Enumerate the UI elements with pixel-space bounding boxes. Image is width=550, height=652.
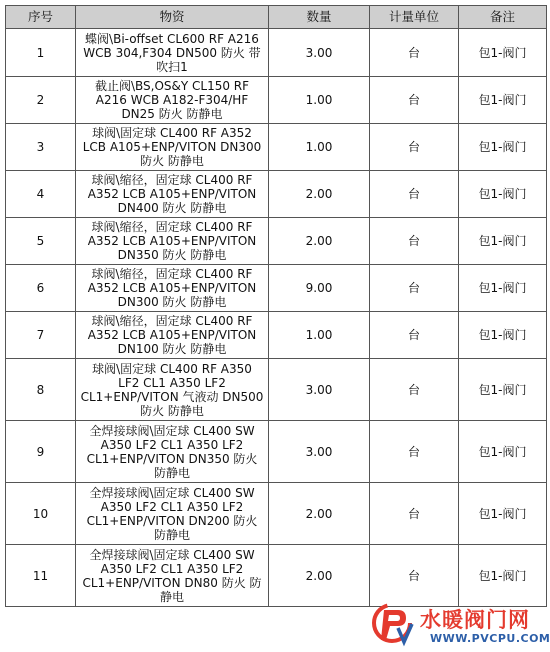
table-row xyxy=(6,171,547,218)
row-serial-no: 5 xyxy=(6,218,76,265)
row-material: 球阀\缩径，固定球 CL400 RF A352 LCB A105+ENP/VITON DN400 防火 防静电 xyxy=(76,171,269,218)
pv-logo-icon xyxy=(368,598,418,648)
table-row xyxy=(6,77,547,124)
row-material: 截止阀\BS,OS&Y CL150 RF A216 WCB A182-F304/HF DN25 防火 防静电 xyxy=(76,77,269,124)
row-note: 包1-阀门 xyxy=(459,265,547,312)
row-material: 全焊接球阀\固定球 CL400 SW A350 LF2 CL1 A350 LF2 CL1+ENP/VITON DN200 防火 防静电 xyxy=(76,483,269,545)
row-material: 蝶阀\Bi-offset CL600 RF A216 WCB 304,F304 DN500 防火 带吹扫1 xyxy=(76,29,269,77)
row-note: 包1-阀门 xyxy=(459,29,547,77)
row-quantity: 1.00 xyxy=(269,77,370,124)
header-material: 物资 xyxy=(76,6,269,29)
row-note: 包1-阀门 xyxy=(459,77,547,124)
row-quantity: 3.00 xyxy=(269,29,370,77)
row-serial-no: 10 xyxy=(6,483,76,545)
materials-table xyxy=(5,5,547,607)
site-watermark xyxy=(368,598,550,650)
header-serial-no: 序号 xyxy=(6,6,76,29)
row-quantity: 9.00 xyxy=(269,265,370,312)
row-quantity: 3.00 xyxy=(269,359,370,421)
table-row xyxy=(6,29,547,77)
row-note: 包1-阀门 xyxy=(459,359,547,421)
row-quantity: 1.00 xyxy=(269,124,370,171)
table-row xyxy=(6,312,547,359)
row-serial-no: 9 xyxy=(6,421,76,483)
row-material: 全焊接球阀\固定球 CL400 SW A350 LF2 CL1 A350 LF2 CL1+ENP/VITON DN350 防火 防静电 xyxy=(76,421,269,483)
row-serial-no: 1 xyxy=(6,29,76,77)
row-unit: 台 xyxy=(370,124,459,171)
row-serial-no: 11 xyxy=(6,545,76,607)
row-serial-no: 8 xyxy=(6,359,76,421)
row-quantity: 1.00 xyxy=(269,312,370,359)
table-row xyxy=(6,421,547,483)
table-row xyxy=(6,359,547,421)
row-unit: 台 xyxy=(370,29,459,77)
table-row xyxy=(6,218,547,265)
row-unit: 台 xyxy=(370,218,459,265)
row-unit: 台 xyxy=(370,421,459,483)
table-row xyxy=(6,265,547,312)
row-unit: 台 xyxy=(370,265,459,312)
row-material: 球阀\缩径，固定球 CL400 RF A352 LCB A105+ENP/VITON DN350 防火 防静电 xyxy=(76,218,269,265)
row-unit: 台 xyxy=(370,77,459,124)
table-row xyxy=(6,483,547,545)
row-note: 包1-阀门 xyxy=(459,483,547,545)
row-serial-no: 3 xyxy=(6,124,76,171)
row-material: 球阀\固定球 CL400 RF A350 LF2 CL1 A350 LF2 CL1+ENP/VITON 气液动 DN500 防火 防静电 xyxy=(76,359,269,421)
row-material: 全焊接球阀\固定球 CL400 SW A350 LF2 CL1 A350 LF2 CL1+ENP/VITON DN80 防火 防静电 xyxy=(76,545,269,607)
row-quantity: 3.00 xyxy=(269,421,370,483)
row-quantity: 2.00 xyxy=(269,545,370,607)
row-serial-no: 6 xyxy=(6,265,76,312)
header-quantity: 数量 xyxy=(269,6,370,29)
header-note: 备注 xyxy=(459,6,547,29)
row-serial-no: 4 xyxy=(6,171,76,218)
watermark-title: 水暖阀门网 xyxy=(420,608,530,632)
row-unit: 台 xyxy=(370,359,459,421)
row-note: 包1-阀门 xyxy=(459,171,547,218)
row-note: 包1-阀门 xyxy=(459,421,547,483)
watermark-url: WWW.PVCPU.COM xyxy=(430,632,550,645)
row-quantity: 2.00 xyxy=(269,218,370,265)
row-note: 包1-阀门 xyxy=(459,218,547,265)
row-unit: 台 xyxy=(370,483,459,545)
row-material: 球阀\固定球 CL400 RF A352 LCB A105+ENP/VITON DN300 防火 防静电 xyxy=(76,124,269,171)
row-unit: 台 xyxy=(370,171,459,218)
row-serial-no: 7 xyxy=(6,312,76,359)
row-material: 球阀\缩径，固定球 CL400 RF A352 LCB A105+ENP/VITON DN100 防火 防静电 xyxy=(76,312,269,359)
row-unit: 台 xyxy=(370,312,459,359)
row-material: 球阀\缩径，固定球 CL400 RF A352 LCB A105+ENP/VITON DN300 防火 防静电 xyxy=(76,265,269,312)
row-quantity: 2.00 xyxy=(269,483,370,545)
row-quantity: 2.00 xyxy=(269,171,370,218)
row-serial-no: 2 xyxy=(6,77,76,124)
row-unit: 台 xyxy=(370,545,459,607)
table-header-row xyxy=(6,6,547,29)
table-row xyxy=(6,124,547,171)
header-unit: 计量单位 xyxy=(370,6,459,29)
row-note: 包1-阀门 xyxy=(459,545,547,607)
row-note: 包1-阀门 xyxy=(459,312,547,359)
row-note: 包1-阀门 xyxy=(459,124,547,171)
